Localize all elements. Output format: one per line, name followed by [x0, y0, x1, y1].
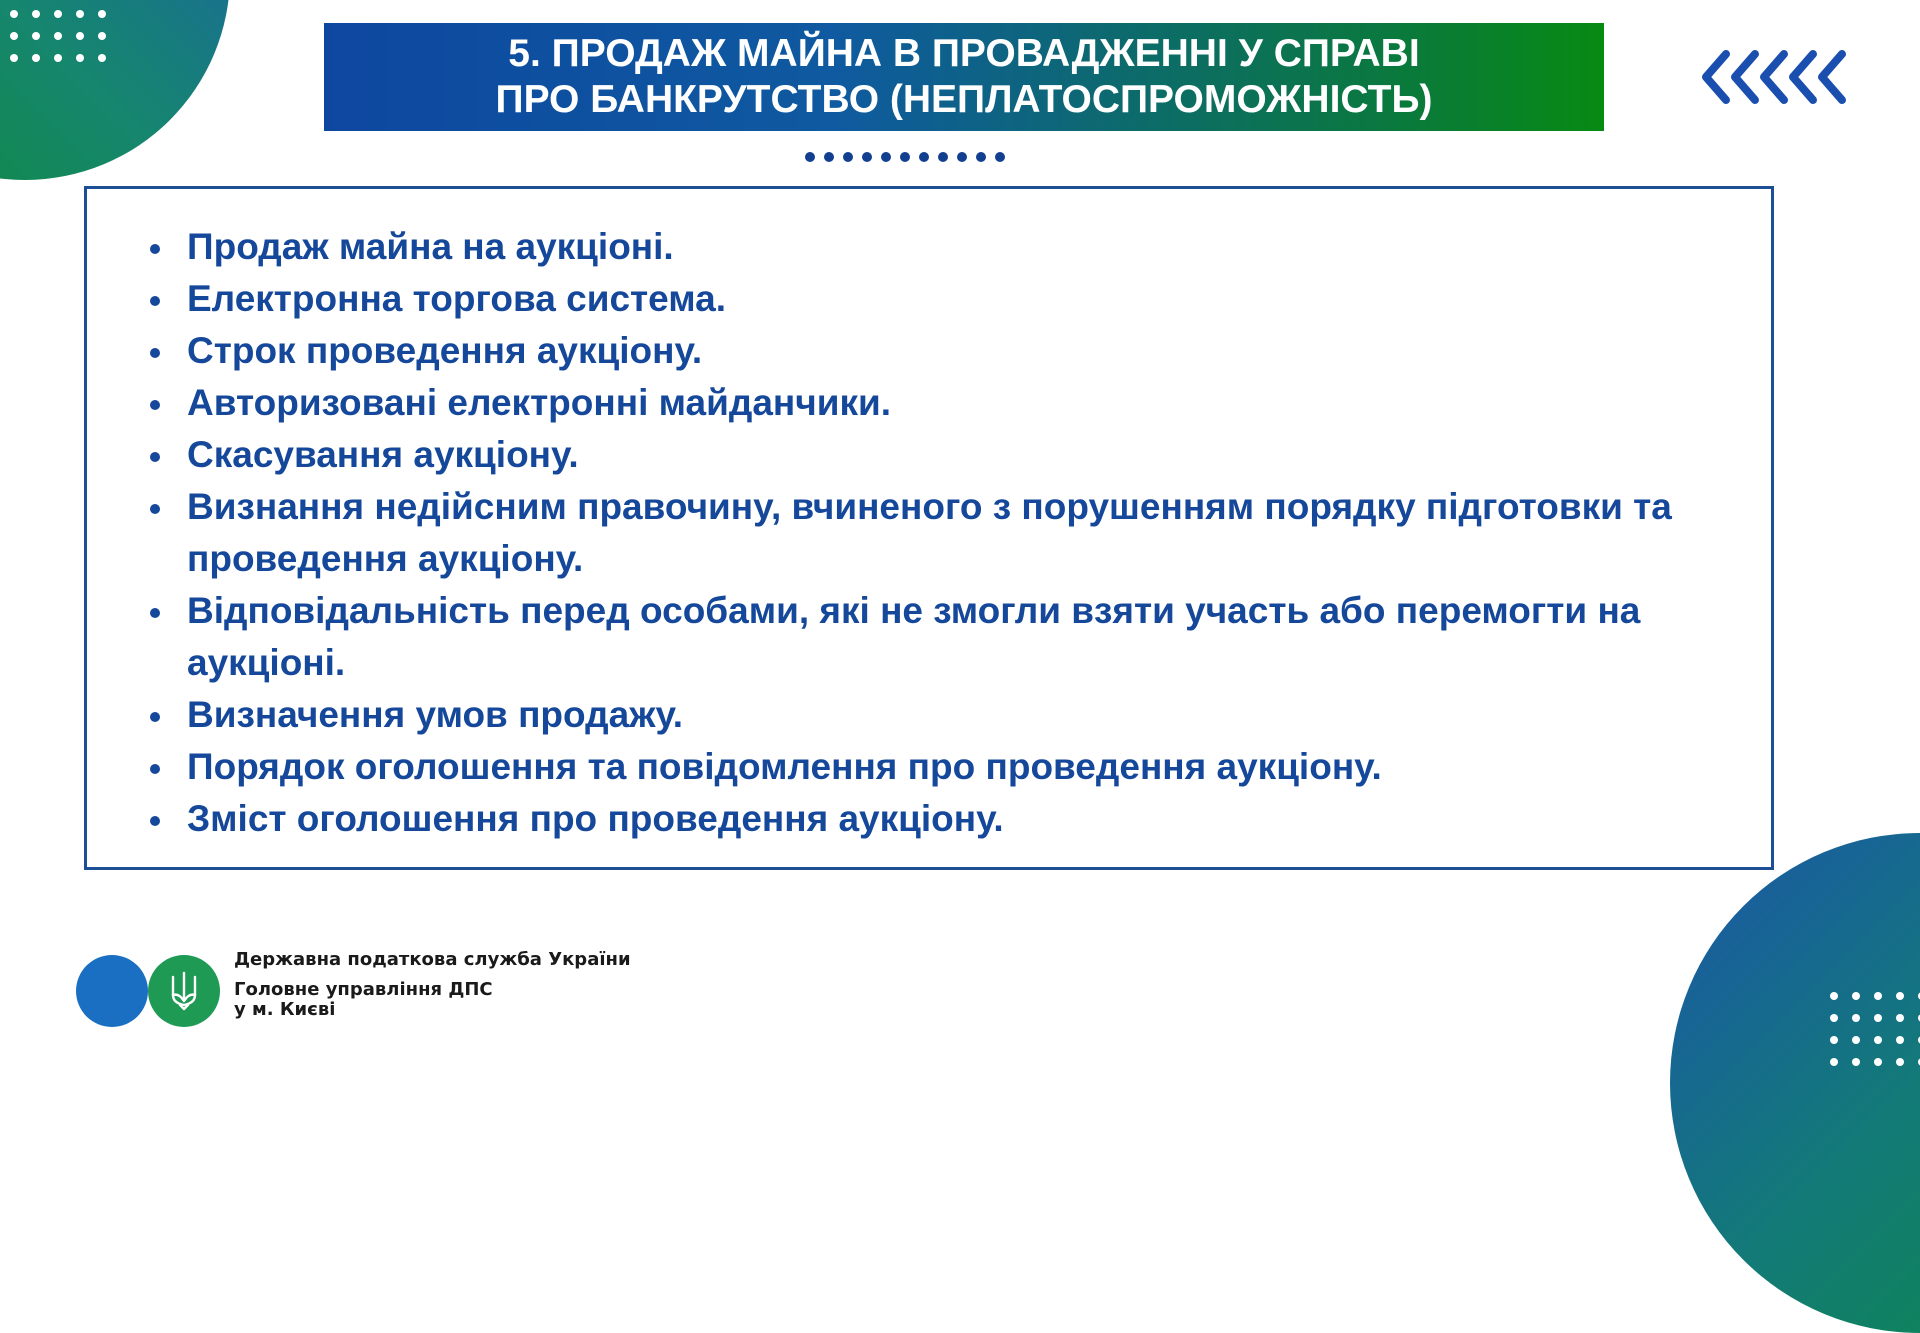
dot-grid-top-left [10, 10, 106, 62]
list-item: Електронна торгова система. [187, 273, 1767, 325]
bullet-list [187, 221, 1767, 845]
slide-title-line-1: 5. ПРОДАЖ МАЙНА В ПРОВАДЖЕННІ У СПРАВІ [508, 32, 1420, 75]
logo-circle-blue [76, 955, 148, 1027]
footer-department-line-2: у м. Києві [234, 999, 336, 1020]
chevrons-left-icon [1700, 48, 1860, 106]
slide-title [496, 31, 1433, 123]
list-item: Визнання недійсним правочину, вчиненого з порушенням порядку підготовки та проведення аукціону. [187, 481, 1767, 585]
footer-text [234, 950, 631, 1020]
content-box [84, 186, 1774, 870]
footer-department-line-1: Головне управління ДПС [234, 979, 493, 1000]
title-banner [324, 23, 1604, 131]
list-item: Порядок оголошення та повідомлення про проведення аукціону. [187, 741, 1767, 793]
list-item: Відповідальність перед особами, які не змогли взяти участь або перемогти на аукціоні. [187, 585, 1767, 689]
corner-decoration-bottom-right [1670, 833, 1920, 1333]
footer-organization: Державна податкова служба України [234, 949, 631, 970]
tax-service-logo [76, 955, 222, 1027]
divider-dots [805, 152, 1005, 162]
list-item: Строк проведення аукціону. [187, 325, 1767, 377]
logo-circle-green [148, 955, 220, 1027]
dot-grid-bottom-right [1830, 992, 1920, 1066]
slide-title-line-2: ПРО БАНКРУТСТВО (НЕПЛАТОСПРОМОЖНІСТЬ) [495, 78, 1433, 121]
list-item: Зміст оголошення про проведення аукціону. [187, 793, 1767, 845]
list-item: Авторизовані електронні майданчики. [187, 377, 1767, 429]
trident-emblem-icon [169, 971, 199, 1011]
list-item: Скасування аукціону. [187, 429, 1767, 481]
list-item: Продаж майна на аукціоні. [187, 221, 1767, 273]
list-item: Визначення умов продажу. [187, 689, 1767, 741]
